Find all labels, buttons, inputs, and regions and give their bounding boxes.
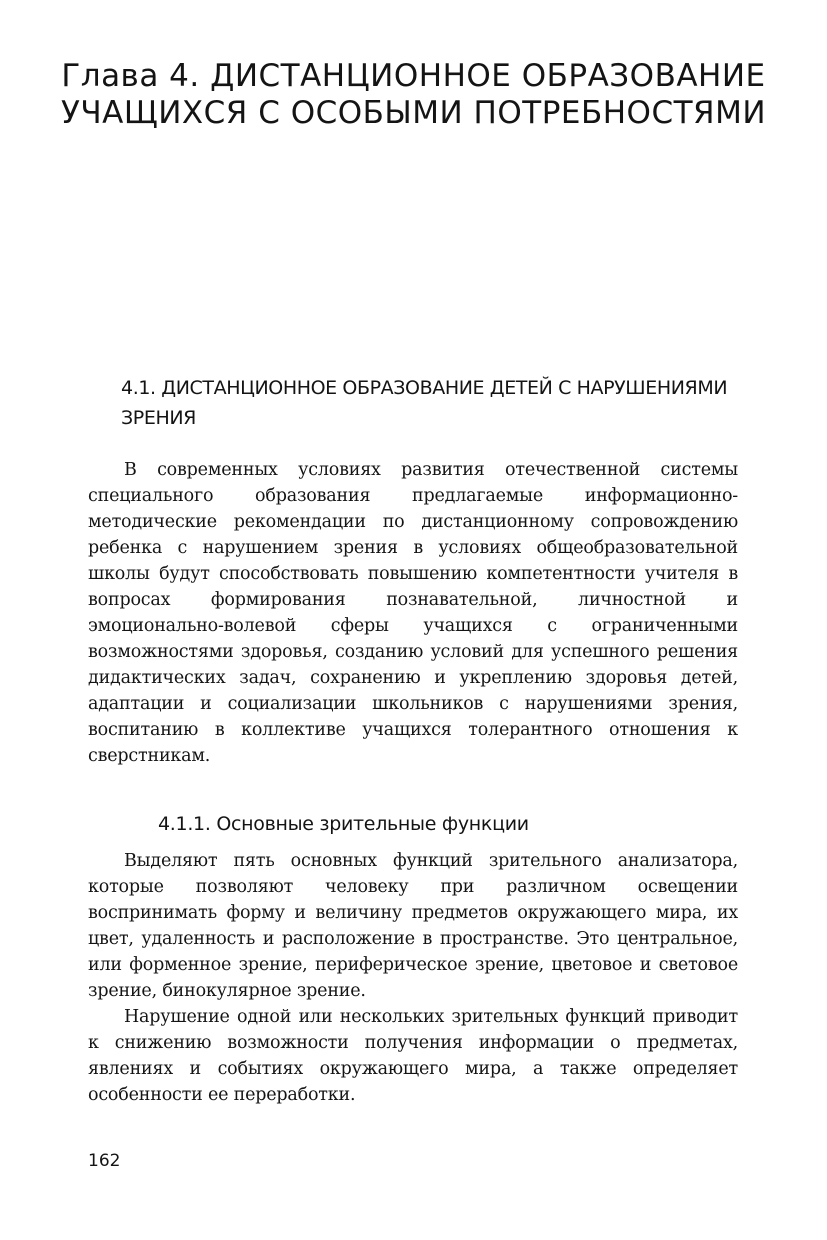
page-number: 162 [88, 1151, 121, 1171]
section-title: 4.1. ДИСТАНЦИОННОЕ ОБРАЗОВАНИЕ ДЕТЕЙ С НАРУШЕНИЯМИ ЗРЕНИЯ [121, 377, 728, 429]
section-body [88, 457, 738, 769]
chapter-title: Глава 4. ДИСТАНЦИОННОЕ ОБРАЗОВАНИЕ УЧАЩИХСЯ С ОСОБЫМИ ПОТРЕБНОСТЯМИ [60, 58, 767, 131]
subsection-title: 4.1.1. Основные зрительные функции [158, 813, 529, 835]
subsection-body [88, 848, 738, 1108]
subsection-paragraph-2: Нарушение одной или нескольких зрительных функций приводит к снижению возможности получения информации о предметах, явлениях и событиях окружающего мира, а также определяет особенности ее переработки. [88, 1007, 738, 1105]
section-paragraph: В современных условиях развития отечественной системы специального образования предлагаемые информационно-методические рекомендации по дистанционному сопровождению ребенка с нарушением зрения в условиях общеобразовательной школы будут способствовать повышению компетентности учителя в вопросах формирования познавательной, личностной и эмоционально-волевой сферы учащихся с ограниченными возможностями здоровья, созданию условий для успешного решения дидактических задач, сохранению и укреплению здоровья детей, адаптации и социализации школьников с нарушениями зрения, воспитанию в коллективе учащихся толерантного отношения к сверстникам. [88, 460, 738, 766]
subsection-paragraph-1: Выделяют пять основных функций зрительного анализатора, которые позволяют человеку при различном освещении воспринимать форму и величину предметов окружающего мира, их цвет, удаленность и расположение в пространстве. Это центральное, или форменное зрение, периферическое зрение, цветовое и световое зрение, бинокулярное зрение. [88, 851, 738, 1001]
